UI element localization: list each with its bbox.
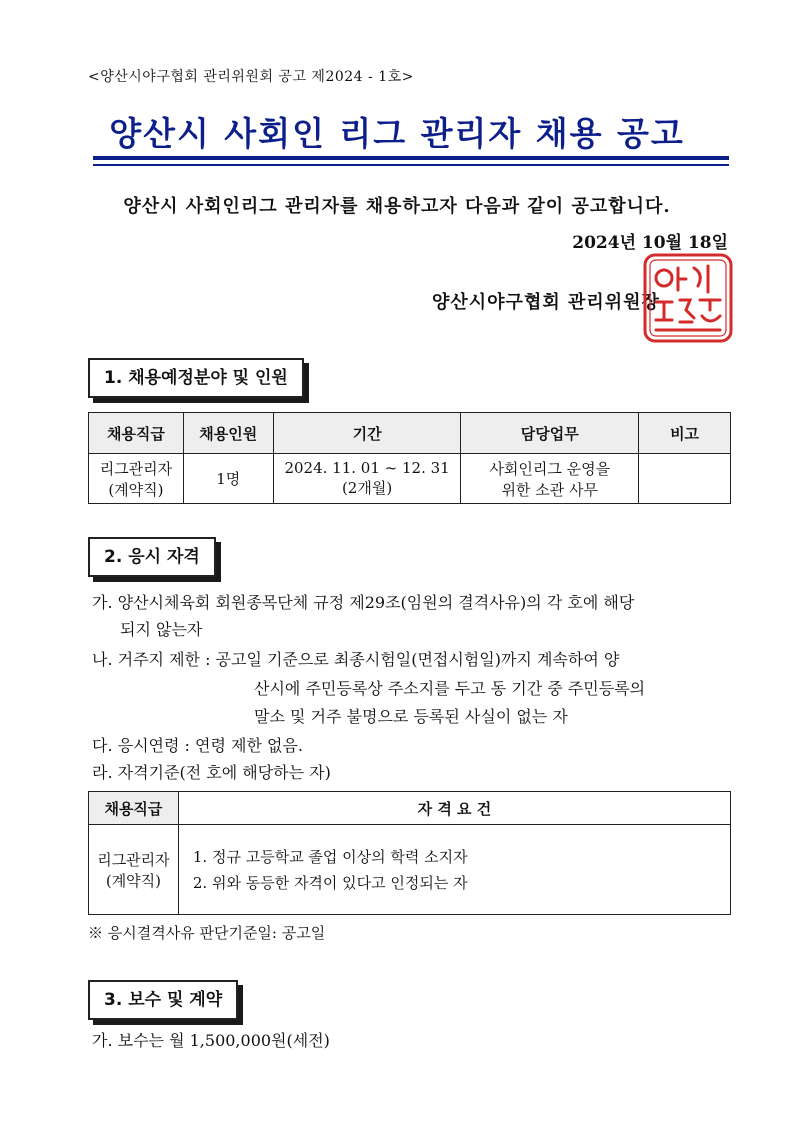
cell-duty xyxy=(461,454,639,504)
page-title: 양산시 사회인 리그 관리자 채용 공고 xyxy=(109,114,685,153)
header-note: 비고 xyxy=(639,413,731,454)
header-position: 채용직급 xyxy=(89,413,184,454)
qualification-ga-line1: 가. 양산시체육회 회원종목단체 규정 제29조(임원의 결격사유)의 각 호에 해당 xyxy=(92,593,635,612)
salary-text: 가. 보수는 월 1,500,000원(세전) xyxy=(92,1031,330,1050)
cell-period-line2: (2개월) xyxy=(341,479,393,497)
notice-date: 2024년 10월 18일 xyxy=(572,233,728,253)
header-requirements: 자 격 요 건 xyxy=(178,792,730,825)
section-2-heading: 2. 응시 자격 xyxy=(88,537,216,577)
header-duty: 담당업무 xyxy=(461,413,639,454)
cell-duty-line2: 위한 소관 사무 xyxy=(501,480,599,499)
header-count: 채용인원 xyxy=(183,413,273,454)
official-seal-icon xyxy=(642,252,734,344)
qualification-da: 다. 응시연령 : 연령 제한 없음. xyxy=(92,736,304,755)
cell-position xyxy=(89,825,179,915)
issuer-name: 양산시야구협회 관리위원장 xyxy=(432,292,660,313)
qualification-na-line3: 말소 및 거주 불명으로 등록된 사실이 없는 자 xyxy=(254,707,568,726)
cell-duty-line1: 사회인리그 운영을 xyxy=(489,459,611,478)
cell-period-line1: 2024. 11. 01 ~ 12. 31 xyxy=(284,459,450,477)
table-header-row xyxy=(89,792,731,825)
section-1-heading: 1. 채용예정분야 및 인원 xyxy=(88,358,304,398)
cell-requirements xyxy=(178,825,730,915)
qualification-table xyxy=(88,791,731,915)
cell-position-line1: 리그관리자 xyxy=(97,850,170,869)
header-position: 채용직급 xyxy=(89,792,179,825)
cell-position-line1: 리그관리자 xyxy=(99,459,173,478)
qualification-ra: 라. 자격기준(전 호에 해당하는 자) xyxy=(92,763,331,782)
header-period: 기간 xyxy=(273,413,461,454)
title-underline-thin xyxy=(93,164,729,166)
cell-position-line2: (계약직) xyxy=(108,480,164,499)
table-row xyxy=(89,454,731,504)
recruitment-table xyxy=(88,412,731,504)
cell-note xyxy=(639,454,731,504)
intro-text: 양산시 사회인리그 관리자를 채용하고자 다음과 같이 공고합니다. xyxy=(123,196,671,217)
table-header-row xyxy=(89,413,731,454)
cell-count: 1명 xyxy=(183,454,273,504)
cell-position-line2: (계약직) xyxy=(105,871,162,890)
qualification-na-line2: 산시에 주민등록상 주소지를 두고 동 기간 중 주민등록의 xyxy=(254,679,646,698)
table-row xyxy=(89,825,731,915)
title-underline-thick xyxy=(93,156,729,160)
cell-position xyxy=(89,454,184,504)
cell-period xyxy=(273,454,461,504)
requirement-2: 2. 위와 동등한 자격이 있다고 인정되는 자 xyxy=(192,873,468,892)
section-3-heading: 3. 보수 및 계약 xyxy=(88,980,238,1020)
requirement-1: 1. 정규 고등학교 졸업 이상의 학력 소지자 xyxy=(192,847,468,866)
notice-reference: <양산시야구협회 관리위원회 공고 제2024 - 1호> xyxy=(88,69,414,85)
qualification-na-line1: 나. 거주지 제한 : 공고일 기준으로 최종시험일(면접시험일)까지 계속하여 양 xyxy=(92,650,620,669)
qualification-note: ※ 응시결격사유 판단기준일: 공고일 xyxy=(88,924,326,942)
qualification-ga-line2: 되지 않는자 xyxy=(120,620,203,639)
